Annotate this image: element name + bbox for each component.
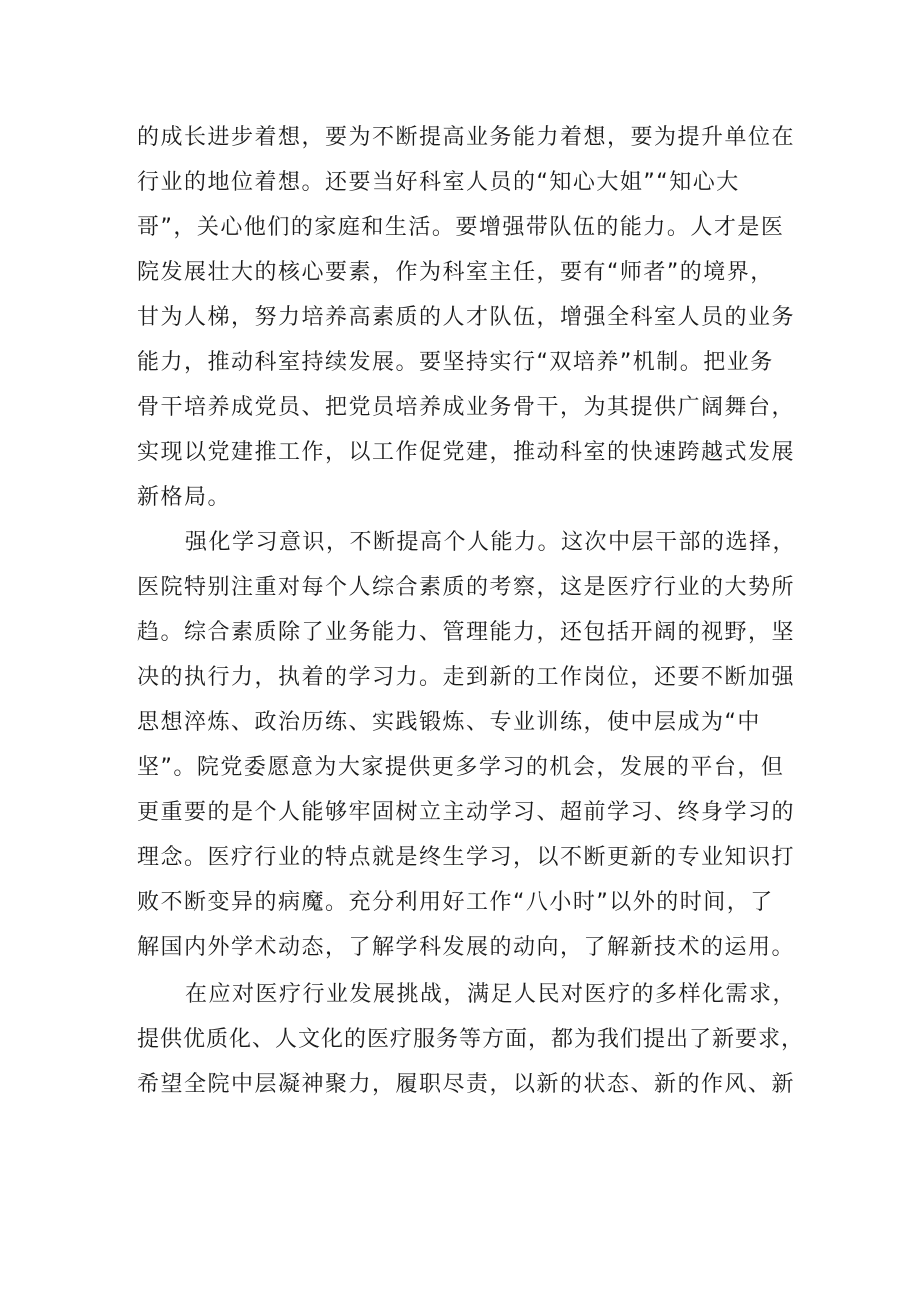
text-line: 实现以党建推工作，以工作促党建，推动科室的快速跨越式发展 [137, 440, 796, 465]
text-line: 能力，推动科室持续发展。要坚持实行“双培养”机制。把业务 [137, 350, 774, 375]
text-line: 坚”。院党委愿意为大家提供更多学习的机会，发展的平台，但 [137, 755, 785, 780]
text-line: 败不断变异的病魔。充分利用好工作“八小时”以外的时间，了 [137, 890, 774, 915]
text-line: 甘为人梯，努力培养高素质的人才队伍，增强全科室人员的业务 [137, 305, 796, 330]
text-line: 哥”，关心他们的家庭和生活。要增强带队伍的能力。人才是医 [137, 215, 785, 240]
text-line: 提供优质化、人文化的医疗服务等方面，都为我们提出了新要求， [137, 1027, 805, 1052]
text-line: 趋。综合素质除了业务能力、管理能力，还包括开阔的视野，坚 [137, 620, 796, 645]
text-line: 决的执行力，执着的学习力。走到新的工作岗位，还要不断加强 [137, 665, 796, 690]
text-line: 在应对医疗行业发展挑战，满足人民对医疗的多样化需求， [185, 982, 797, 1007]
text-line: 理念。医疗行业的特点就是终生学习，以不断更新的专业知识打 [137, 845, 796, 870]
text-line: 新格局。 [137, 485, 232, 510]
text-line: 强化学习意识，不断提高个人能力。这次中层干部的选择， [185, 530, 797, 555]
text-line: 行业的地位着想。还要当好科室人员的“知心大姐”“知心大 [137, 170, 740, 195]
text-line: 骨干培养成党员、把党员培养成业务骨干，为其提供广阔舞台， [137, 395, 796, 420]
text-line: 思想淬炼、政治历练、实践锻炼、专业训练，使中层成为“中 [137, 710, 761, 735]
text-line: 更重要的是个人能够牢固树立主动学习、超前学习、终身学习的 [137, 800, 796, 825]
text-line: 医院特别注重对每个人综合素质的考察，这是医疗行业的大势所 [137, 575, 796, 600]
text-line: 的成长进步着想，要为不断提高业务能力着想，要为提升单位在 [137, 125, 796, 150]
text-line: 院发展壮大的核心要素，作为科室主任，要有“师者”的境界， [137, 260, 774, 285]
text-line: 解国内外学术动态，了解学科发展的动向，了解新技术的运用。 [137, 935, 796, 960]
text-line: 希望全院中层凝神聚力，履职尽责，以新的状态、新的作风、新 [137, 1072, 796, 1097]
